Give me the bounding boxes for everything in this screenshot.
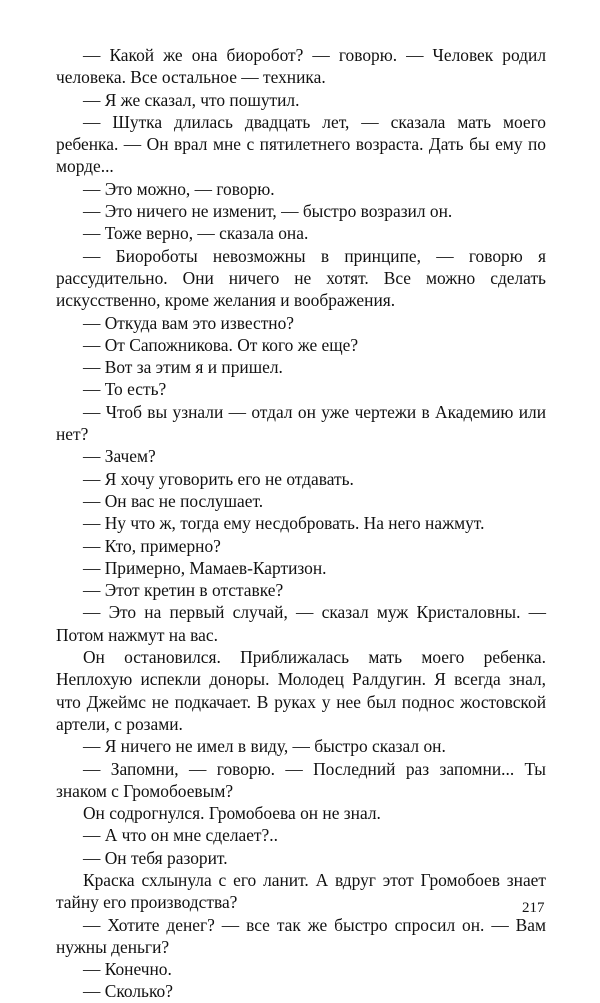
paragraph: — Сколько? (83, 981, 173, 1002)
paragraph: — Это на первый случай, — сказал муж Кристаловны. — Потом нажмут на вас. (56, 602, 546, 645)
paragraph: — Я же сказал, что пошутил. (83, 89, 300, 110)
paragraph: — Я ничего не имел в виду, — быстро сказал он. (83, 736, 446, 757)
paragraph: — Примерно, Мамаев-Картизон. (83, 557, 327, 578)
paragraph: — Шутка длилась двадцать лет, — сказала мать моего ребенка. — Он врал мне с пятилетнего возраста. Дать бы ему по морде... (56, 111, 546, 177)
paragraph: Он содрогнулся. Громобоева он не знал. (83, 803, 381, 824)
paragraph: — Конечно. (83, 959, 172, 980)
paragraph: — Этот кретин в отставке? (83, 580, 284, 601)
paragraph: — Запомни, — говорю. — Последний раз запомни... Ты знаком с Громобоевым? (56, 758, 546, 801)
paragraph: — Какой же она биоробот? — говорю. — Человек родил человека. Все остальное — техника. (56, 45, 546, 88)
paragraph: Он остановился. Приближалась мать моего ребенка. Неплохую испекли доноры. Молодец Ралдугин. Я всегда знал, что Джеймс не подкачает. В руках у нее был поднос жостовской артели, с розами. (56, 647, 546, 734)
paragraph: — А что он мне сделает?.. (83, 825, 278, 846)
paragraph: — То есть? (83, 379, 167, 400)
paragraph: Краска схлынула с его ланит. А вдруг этот Громобоев знает тайну его производства? (56, 869, 546, 913)
page-body (56, 44, 546, 1003)
paragraph: — Биороботы невозможны в принципе, — говорю я рассудительно. Они ничего не хотят. Все можно сделать искусственно, кроме желания и воображения. (56, 245, 546, 311)
paragraph: — Хотите денег? — все так же быстро спросил он. — Вам нужны деньги? (56, 914, 546, 957)
paragraph: — От Сапожникова. От кого же еще? (83, 334, 359, 355)
paragraph: — Откуда вам это известно? (83, 312, 295, 333)
paragraph: — Кто, примерно? (83, 535, 221, 556)
paragraph: — Это можно, — говорю. (83, 178, 275, 199)
page-number: 217 (522, 900, 545, 916)
paragraph: — Он тебя разорит. (83, 847, 228, 868)
paragraph: — Он вас не послушает. (83, 490, 264, 511)
paragraph: — Ну что ж, тогда ему несдобровать. На него нажмут. (83, 513, 485, 534)
paragraph: — Зачем? (83, 446, 156, 467)
paragraph: — Это ничего не изменит, — быстро возразил он. (83, 201, 453, 222)
paragraph: — Чтоб вы узнали — отдал он уже чертежи в Академию или нет? (56, 401, 546, 445)
paragraph: — Вот за этим я и пришел. (83, 357, 283, 378)
paragraph: — Тоже верно, — сказала она. (83, 223, 309, 244)
paragraph: — Я хочу уговорить его не отдавать. (83, 468, 354, 489)
